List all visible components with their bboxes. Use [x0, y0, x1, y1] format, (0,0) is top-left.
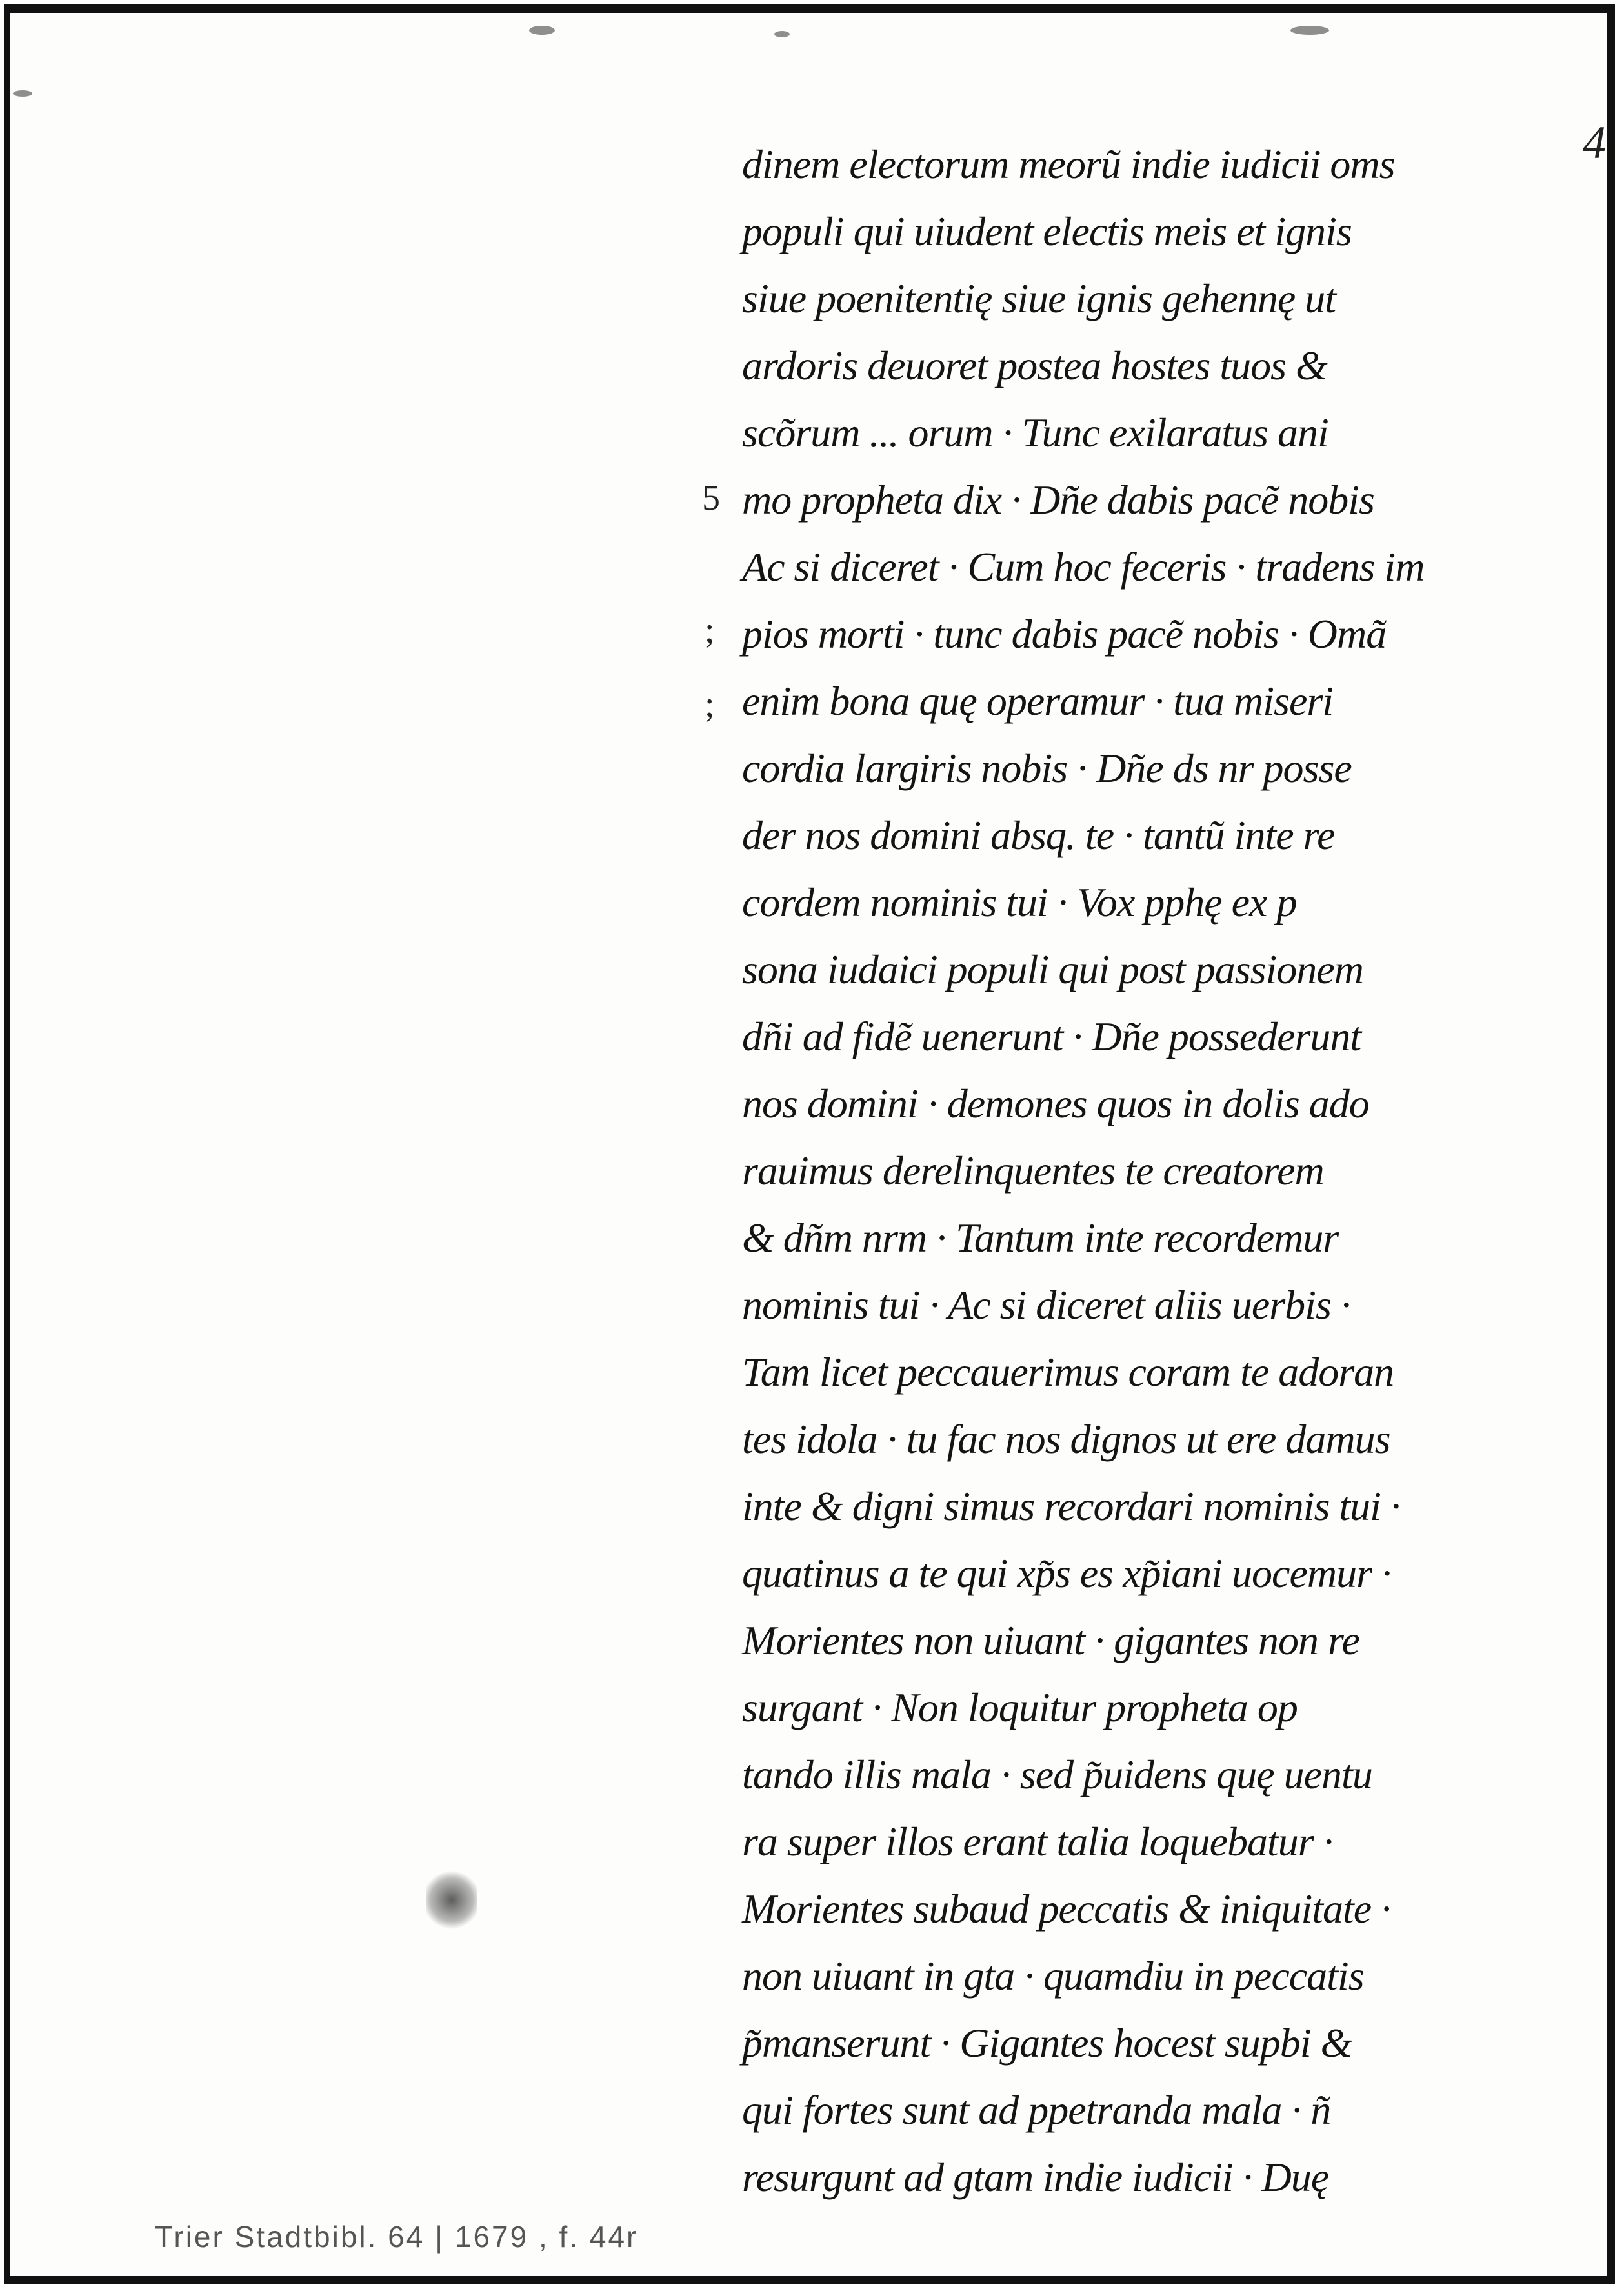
text-line: resurgunt ad gtam indie iudicii · Duę: [742, 2154, 1329, 2200]
text-line: tes idola · tu fac nos dignos ut ere damus: [742, 1416, 1390, 1462]
text-line: cordem nominis tui · Vox pphę ex p: [742, 879, 1297, 925]
text-line: scõrum ... orum · Tunc exilaratus ani: [742, 410, 1328, 455]
text-line: mo propheta dix · Dñe dabis pacẽ nobis: [742, 477, 1374, 523]
text-line: dñi ad fidẽ uenerunt · Dñe possederunt: [742, 1014, 1361, 1059]
ink-speck: [13, 90, 32, 97]
text-line: nominis tui · Ac si diceret aliis uerbis ·: [742, 1282, 1350, 1328]
text-line: cordia largiris nobis · Dñe ds nr posse: [742, 745, 1352, 791]
text-line: siue poenitentię siue ignis gehennę ut: [742, 275, 1336, 321]
margin-mark: 5: [702, 478, 720, 518]
page-number: 4: [1583, 117, 1606, 168]
margin-mark: ;: [705, 685, 715, 725]
text-line: populi qui uiudent electis meis et ignis: [742, 208, 1352, 254]
text-line: inte & digni simus recordari nominis tui ·: [742, 1483, 1400, 1529]
text-line: dinem electorum meorũ indie iudicii oms: [742, 141, 1395, 187]
text-line: sona iudaici populi qui post passionem: [742, 946, 1363, 992]
text-line: Ac si diceret · Cum hoc feceris · tradens im: [742, 544, 1425, 590]
catalog-note: Trier Stadtbibl. 64 | 1679 , f. 44r: [155, 2220, 639, 2254]
text-line: surgant · Non loquitur propheta op: [742, 1684, 1298, 1730]
text-line: & dñm nrm · Tantum inte recordemur: [742, 1215, 1339, 1261]
text-line: p̃manserunt · Gigantes hocest supbi &: [742, 2020, 1352, 2066]
ink-stain: [426, 1871, 477, 1929]
text-line: non uiuant in gta · quamdiu in peccatis: [742, 1953, 1364, 1999]
text-line: qui fortes sunt ad ppetranda mala · ñ: [742, 2087, 1331, 2133]
text-line: tando illis mala · sed p̃uidens quę uentu: [742, 1752, 1372, 1797]
text-line: pios morti · tunc dabis pacẽ nobis · Omã: [742, 611, 1387, 657]
text-line: ra super illos erant talia loquebatur ·: [742, 1819, 1333, 1864]
text-line: Morientes non uiuant · gigantes non re: [742, 1617, 1359, 1663]
text-line: Tam licet peccauerimus coram te adoran: [742, 1349, 1394, 1395]
margin-mark: ;: [705, 610, 715, 650]
ink-speck: [774, 31, 790, 37]
text-line: der nos domini absq. te · tantũ inte re: [742, 812, 1335, 858]
text-line: ardoris deuoret postea hostes tuos &: [742, 343, 1327, 388]
ink-speck: [1290, 26, 1329, 35]
text-line: quatinus a te qui xp̃s es xp̃iani uocemur ·: [742, 1550, 1391, 1596]
text-line: Morientes subaud peccatis & iniquitate ·: [742, 1886, 1391, 1932]
text-line: enim bona quę operamur · tua miseri: [742, 678, 1334, 724]
text-line: nos domini · demones quos in dolis ado: [742, 1081, 1369, 1126]
ink-speck: [529, 26, 555, 35]
text-line: rauimus derelinquentes te creatorem: [742, 1148, 1324, 1194]
